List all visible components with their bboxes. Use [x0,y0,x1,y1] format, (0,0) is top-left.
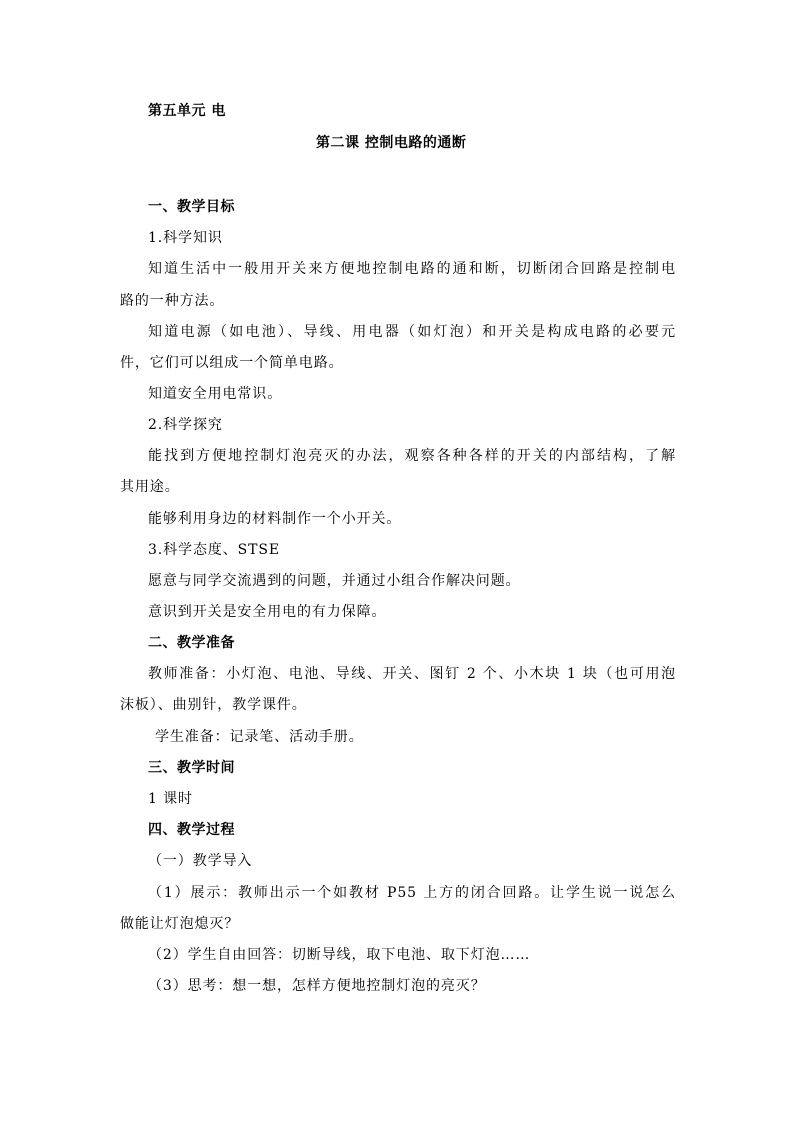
section-heading-process: 四、教学过程 [148,822,235,838]
paragraph-line: 能找到方便地控制灯泡亮灭的办法，观察各种各样的开关的内部结构，了解 [148,448,676,464]
paragraph-line: 学生准备：记录笔、活动手册。 [155,729,364,745]
paragraph-line: 能够利用身边的材料制作一个小开关。 [148,511,402,527]
paragraph-line: （3）思考：想一想，怎样方便地控制灯泡的亮灭？ [148,978,486,994]
section-heading-time: 三、教学时间 [148,760,235,776]
paragraph-line: 意识到开关是安全用电的有力保障。 [148,604,387,620]
lesson-title: 第二课 控制电路的通断 [316,135,467,151]
paragraph-line: 知道安全用电常识。 [148,386,283,402]
section-heading-goals: 一、教学目标 [148,199,235,215]
subheading-intro: （一）教学导入 [148,853,253,869]
paragraph-line: 其用途。 [120,479,180,495]
paragraph-line: 沫板）、曲别针，教学课件。 [120,697,307,713]
paragraph-line: （2）学生自由回答：切断导线，取下电池、取下灯泡…… [148,947,531,963]
section-heading-prep: 二、教学准备 [148,635,235,651]
unit-title: 第五单元 电 [148,103,226,119]
paragraph-line: （1）展示：教师出示一个如教材 P55 上方的闭合回路。让学生说一说怎么 [148,885,676,901]
paragraph-line: 教师准备：小灯泡、电池、导线、开关、图钉 2 个、小木块 1 块（也可用泡 [148,666,676,682]
paragraph-line: 愿意与同学交流遇到的问题，并通过小组合作解决问题。 [148,573,521,589]
paragraph-line: 件，它们可以组成一个简单电路。 [120,355,344,371]
paragraph-line: 1 课时 [148,791,193,807]
paragraph-line: 知道生活中一般用开关来方便地控制电路的通和断，切断闭合回路是控制电 [148,261,676,277]
subheading-science-attitude: 3.科学态度、STSE [148,542,280,558]
paragraph-line: 路的一种方法。 [120,293,225,309]
subheading-science-inquiry: 2.科学探究 [148,417,223,433]
paragraph-line: 做能让灯泡熄灭？ [120,916,240,932]
subheading-science-knowledge: 1.科学知识 [148,230,223,246]
paragraph-line: 知道电源（如电池）、导线、用电器（如灯泡）和开关是构成电路的必要元 [148,324,676,340]
